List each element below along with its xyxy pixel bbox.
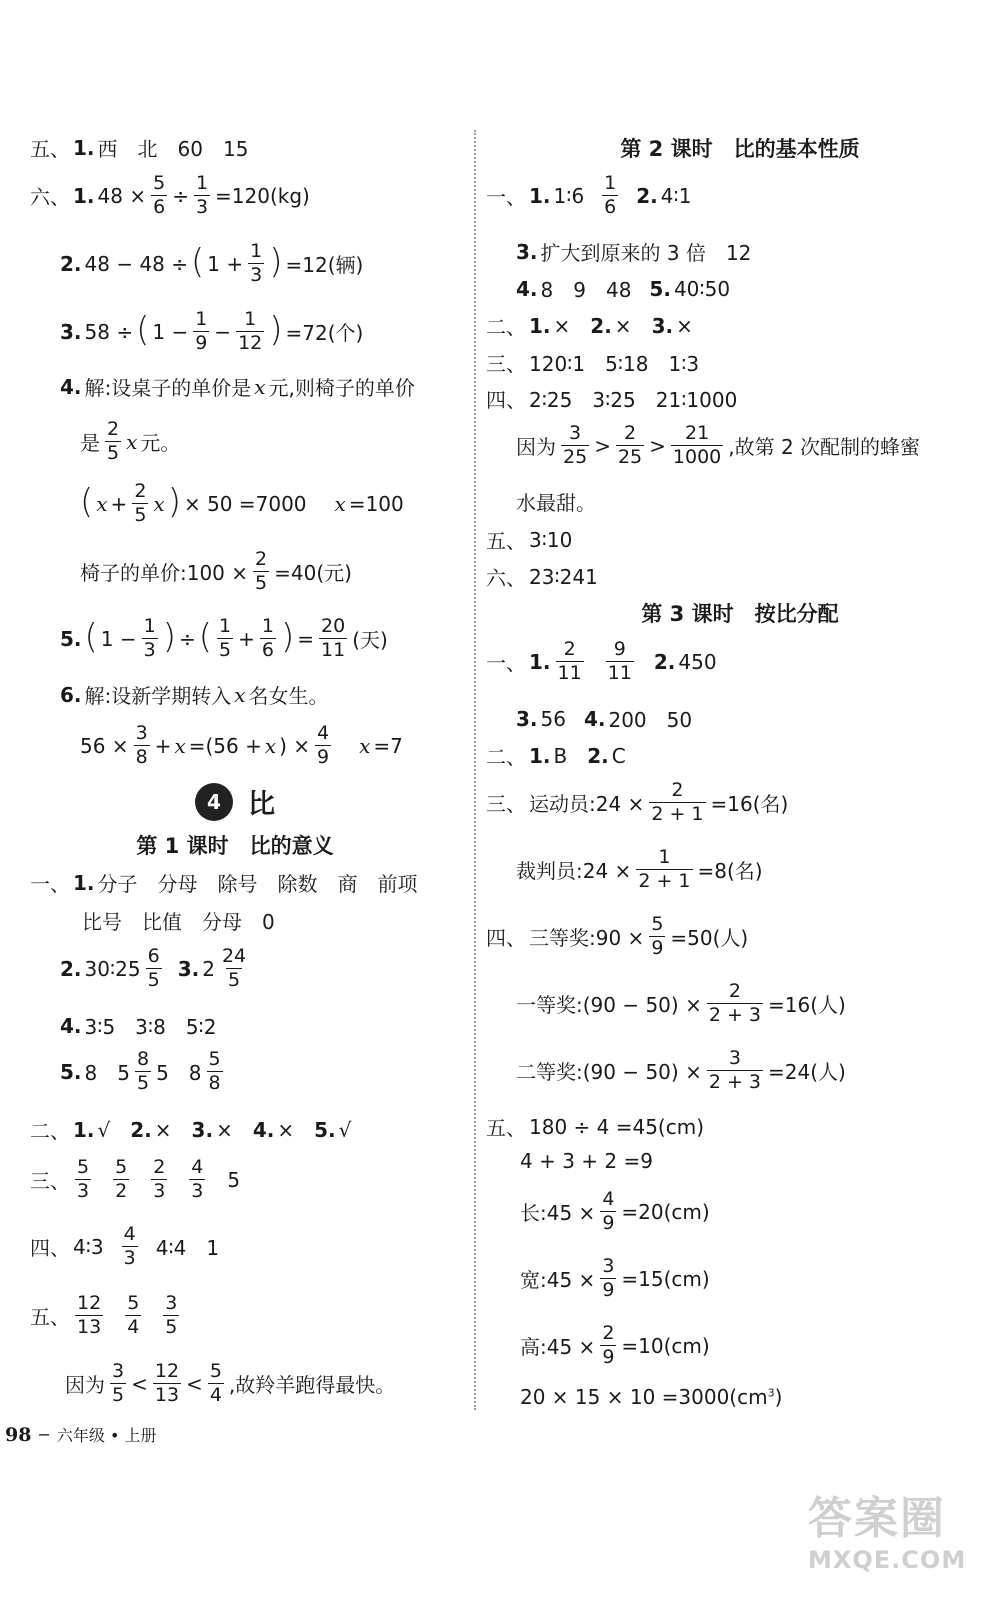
expr: 二等奖:(90 − 50) × — [516, 1060, 702, 1084]
fraction: $\frac{20}{11}$ — [321, 615, 346, 661]
answer-text: 水最甜。 — [516, 491, 596, 515]
lesson3-q3-q4 — [516, 704, 692, 733]
answer-text: B — [553, 743, 568, 768]
fraction: $\frac{2}{9}$ — [602, 1322, 615, 1368]
lesson3-volume — [520, 1385, 782, 1409]
operator: > — [594, 433, 611, 458]
section-label: 五、 — [30, 137, 70, 161]
question-number: 1. — [73, 870, 95, 895]
lesson1-q2-q3 — [60, 945, 250, 992]
section-label: 二、 — [486, 745, 526, 769]
answer-mark: √ — [338, 1117, 352, 1142]
operator: < — [186, 1371, 203, 1396]
answer-mark: × — [277, 1117, 295, 1142]
answer-mark: √ — [97, 1117, 111, 1142]
result: × 50 =7000 — [183, 491, 307, 516]
answer-text: 是 — [80, 431, 100, 455]
question-number: 1. — [73, 135, 95, 160]
answer-text: 2 — [202, 956, 215, 981]
unit-title: 比 — [248, 789, 275, 820]
answer-text: 西 北 60 15 — [97, 137, 249, 161]
expr: 1 − — [100, 626, 137, 651]
answer-text: 1∶6 — [553, 183, 585, 208]
question-number: 4. — [583, 706, 606, 731]
result: =10(cm) — [621, 1333, 710, 1358]
answer-text: C — [611, 743, 626, 768]
answer-text: 扩大到原来的 3 倍 12 — [540, 241, 752, 265]
fraction: $\frac{3}{2 + 3}$ — [708, 1047, 762, 1093]
lesson3-section5-sum — [520, 1149, 653, 1173]
expr: 48 − 48 ÷ — [84, 251, 189, 276]
lesson3-section5 — [486, 1112, 704, 1141]
fraction: $\frac{2}{25}$ — [617, 422, 643, 468]
section-label: 四、 — [30, 1236, 70, 1260]
expr: 运动员:24 × — [529, 792, 645, 816]
result: (天) — [352, 628, 388, 652]
variable: x — [96, 491, 108, 516]
operator: + — [154, 733, 172, 758]
fraction: $\frac{2}{3}$ — [153, 1156, 166, 1202]
fraction: $\frac{2}{11}$ — [557, 638, 582, 684]
lesson2-section4-reason-line2 — [516, 487, 596, 516]
answer-text: 名女生。 — [248, 684, 329, 708]
expr: =(56 + — [188, 733, 262, 758]
section-label: 二、 — [30, 1119, 70, 1143]
lesson3-section3 — [486, 779, 788, 826]
lesson1-title: 第 1 课时 比的意义 — [136, 834, 334, 858]
answer-text: 30∶25 — [84, 956, 141, 981]
section6-q1 — [30, 172, 310, 219]
page-number: 98 — [5, 1423, 32, 1446]
lesson3-section4 — [486, 913, 748, 960]
answer-text: 2∶25 3∶25 21∶1000 — [529, 388, 738, 412]
section-label: 一、 — [486, 185, 526, 209]
answer-text: 因为 — [516, 435, 556, 459]
answer-text: 8 5 — [84, 1061, 130, 1085]
fraction: $\frac{3}{5}$ — [165, 1292, 178, 1338]
question-number: 2. — [587, 743, 609, 768]
question-number: 3. — [177, 956, 200, 981]
expr: 48 × — [97, 183, 147, 208]
lesson2-section6 — [486, 562, 598, 591]
answer-text: 56 — [540, 706, 566, 731]
answer-mark: × — [614, 313, 632, 338]
lesson3-width — [520, 1255, 710, 1302]
fraction: $\frac{3}{9}$ — [602, 1255, 615, 1301]
fraction: $\frac{3}{25}$ — [563, 422, 588, 468]
fraction: $\frac{24}{5}$ — [221, 945, 247, 991]
question-number: 2. — [636, 183, 658, 208]
lesson3-section2 — [486, 741, 626, 770]
grade-label: 六年级 • 上册 — [56, 1426, 157, 1445]
section6-q6-equation — [80, 722, 403, 769]
expr: 椅子的单价:100 × — [80, 561, 249, 585]
answer-text: ) — [774, 1385, 783, 1409]
operator: < — [131, 1371, 148, 1396]
footer-dash: − — [37, 1425, 51, 1444]
variable: x — [264, 733, 277, 758]
section-label: 五、 — [486, 1116, 526, 1140]
question-number: 5. — [60, 626, 82, 651]
answer-text: 120∶1 5∶18 1∶3 — [529, 352, 700, 376]
answer-text: ,故羚羊跑得最快。 — [228, 1373, 396, 1397]
expr: 宽:45 × — [520, 1268, 596, 1292]
question-number: 4. — [60, 374, 82, 399]
fraction: $\frac{2}{2 + 1}$ — [651, 779, 704, 825]
answer-text: 3∶10 — [529, 527, 573, 552]
lesson1-q1 — [30, 868, 418, 897]
question-number: 5. — [649, 276, 671, 301]
lesson1-q1-line2 — [82, 906, 275, 935]
lesson1-section5-reason — [65, 1360, 395, 1407]
result: =8(名) — [697, 859, 763, 883]
watermark-url: MXQE.COM — [808, 1546, 967, 1574]
fraction: $\frac{5}{9}$ — [651, 913, 664, 959]
lesson2-title: 第 2 课时 比的基本性质 — [620, 137, 860, 161]
section6-q3: 3. 58 ÷ ( 1 − $\frac{1}{9}$ − $\frac{1}{12}$ ) =72(个) — [60, 308, 364, 354]
lesson2-section3 — [486, 348, 699, 377]
lesson3-q1-q2 — [486, 638, 717, 685]
answer-text: 450 — [678, 649, 717, 674]
answer-text: 4∶3 — [73, 1234, 104, 1259]
fraction: $\frac{5}{4}$ — [209, 1360, 222, 1406]
expr: 长:45 × — [520, 1201, 596, 1225]
variable: x — [234, 682, 246, 707]
operator: − — [214, 319, 232, 344]
operator: + — [238, 626, 255, 651]
answer-text: 200 50 — [608, 708, 693, 732]
result: =100 — [348, 491, 404, 516]
unit-number-badge: 4 — [195, 783, 233, 821]
answer-text: 解:设新学期转入 — [84, 684, 232, 708]
fraction: $\frac{6}{5}$ — [147, 945, 160, 991]
watermark-logo-text: 答案圈 — [808, 1493, 946, 1544]
column-divider — [474, 130, 476, 1410]
question-number: 5. — [60, 1059, 82, 1084]
fraction: $\frac{1}{9}$ — [195, 308, 208, 354]
fraction: $\frac{2}{2 + 3}$ — [708, 980, 762, 1026]
expr: 一等奖:(90 − 50) × — [516, 993, 702, 1017]
section-label: 四、 — [486, 926, 526, 950]
section-label: 一、 — [486, 651, 526, 675]
result: =40(元) — [274, 561, 352, 585]
operator: + — [110, 491, 128, 516]
fraction: $\frac{5}{6}$ — [153, 172, 166, 218]
expr: 高:45 × — [520, 1335, 596, 1359]
fraction: $\frac{1}{12}$ — [238, 308, 263, 354]
lesson1-section5 — [30, 1292, 181, 1339]
lesson2-section2: 二、 1. × 2. × 3. × — [486, 311, 693, 340]
question-number: 2. — [653, 649, 676, 674]
fraction: $\frac{4}{3}$ — [191, 1156, 204, 1202]
section6-q2: 2. 48 − 48 ÷ ( 1 + $\frac{1}{3}$ ) =12(辆) — [60, 240, 364, 286]
section6-q4-line2 — [80, 418, 180, 465]
result: =12(辆) — [285, 253, 364, 277]
question-number: 4. — [516, 276, 538, 301]
operator: > — [649, 433, 666, 458]
answer-text: 元。 — [140, 431, 181, 455]
exponent: 3 — [767, 1386, 775, 1400]
result: =16(名) — [710, 792, 789, 816]
result: =20(cm) — [621, 1199, 710, 1224]
fraction: $\frac{5}{3}$ — [77, 1156, 90, 1202]
variable: x — [254, 374, 266, 399]
variable: x — [174, 733, 186, 758]
lesson1-section3 — [30, 1156, 240, 1203]
lesson2-q3 — [516, 237, 751, 266]
fraction: $\frac{4}{3}$ — [123, 1223, 136, 1269]
fraction: $\frac{1}{6}$ — [604, 172, 617, 218]
fraction: $\frac{3}{5}$ — [112, 1360, 125, 1406]
question-number: 3. — [60, 319, 82, 344]
fraction: $\frac{2}{5}$ — [107, 418, 120, 464]
lesson1-q4 — [60, 1011, 216, 1040]
section-label: 三、 — [486, 352, 526, 376]
answer-text: 5 — [227, 1167, 241, 1192]
answer-text: 因为 — [65, 1373, 105, 1397]
lesson2-section4 — [486, 384, 737, 413]
answer-text: 8 9 48 — [540, 278, 632, 302]
lesson3-section4-line2 — [516, 980, 846, 1027]
variable: x — [126, 429, 138, 454]
answer-text: 40∶50 — [673, 276, 731, 301]
lesson3-length — [520, 1188, 710, 1235]
expr: 56 × — [80, 733, 129, 758]
fraction: $\frac{21}{1000}$ — [672, 422, 722, 468]
fraction: $\frac{1}{3}$ — [250, 240, 263, 286]
lesson2-q1-q2 — [486, 172, 691, 219]
answer-text: ,故第 2 次配制的蜂蜜 — [728, 435, 921, 459]
section6-q4-answer — [80, 548, 352, 595]
answer-text: 4∶1 — [660, 183, 692, 208]
section-label: 六、 — [30, 185, 70, 209]
answer-text: 解:设桌子的单价是 — [84, 376, 252, 400]
fraction: $\frac{12}{13}$ — [154, 1360, 180, 1406]
fraction: $\frac{3}{8}$ — [135, 722, 148, 768]
fraction: $\frac{5}{2}$ — [115, 1156, 128, 1202]
fraction: $\frac{1}{3}$ — [143, 615, 156, 661]
result: =24(人) — [768, 1060, 846, 1084]
answer-text: 分子 分母 除号 除数 商 前项 — [97, 872, 418, 896]
answer-text: 4 + 3 + 2 =9 — [520, 1149, 653, 1173]
lesson2-q4-q5 — [516, 274, 730, 303]
expr: 58 ÷ — [84, 319, 134, 344]
variable: x — [359, 733, 371, 758]
answer-mark: × — [216, 1117, 233, 1142]
section-label: 五、 — [486, 529, 526, 553]
variable: x — [153, 491, 165, 516]
question-number: 2. — [60, 956, 82, 981]
section5-q1 — [30, 133, 248, 162]
watermark — [808, 1482, 988, 1582]
variable: x — [334, 491, 346, 516]
question-number: 4. — [60, 1013, 82, 1038]
section-label: 二、 — [486, 315, 526, 339]
page-footer — [5, 1423, 156, 1446]
answer-text: 20 × 15 × 10 =3000(cm — [520, 1385, 768, 1409]
operator: ÷ — [178, 626, 196, 651]
lesson1-section4 — [30, 1223, 219, 1270]
answer-text: 5 8 — [156, 1061, 202, 1085]
question-number: 1. — [529, 649, 551, 674]
result: =72(个) — [285, 321, 364, 345]
answer-mark: × — [676, 313, 693, 338]
result: =7 — [373, 733, 403, 758]
question-number: 1. — [73, 183, 95, 208]
section6-q5: 5. ( 1 − $\frac{1}{3}$ ) ÷ ( $\frac{1}{5}$ + $\frac{1}{6}$ ) = $\frac{20}{11}$ (天) — [60, 615, 388, 661]
section-label: 六、 — [486, 566, 526, 590]
result: =15(cm) — [621, 1266, 710, 1291]
fraction: $\frac{1}{6}$ — [261, 615, 274, 661]
section-label: 三、 — [486, 792, 526, 816]
answer-text: 180 ÷ 4 =45(cm) — [529, 1114, 705, 1139]
section-label: 一、 — [30, 872, 70, 896]
fraction: $\frac{1}{3}$ — [195, 172, 209, 218]
fraction: $\frac{9}{11}$ — [607, 638, 632, 684]
question-number: 3. — [516, 706, 538, 731]
answer-text: 比号 比值 分母 0 — [82, 910, 275, 934]
answer-text: 3∶5 3∶8 5∶2 — [84, 1015, 217, 1039]
expr: 三等奖:90 × — [529, 926, 645, 950]
fraction: $\frac{12}{13}$ — [77, 1292, 102, 1338]
question-number: 1. — [529, 183, 551, 208]
lesson3-section4-line3 — [516, 1047, 846, 1094]
question-number: 2. — [60, 251, 82, 276]
operator: ÷ — [172, 183, 189, 208]
section-label: 五、 — [30, 1305, 70, 1329]
unit-heading — [0, 782, 470, 821]
answer-text: 4∶4 1 — [155, 1236, 220, 1260]
section6-q6 — [60, 680, 329, 709]
question-number: 1. — [529, 743, 551, 768]
answer-text: 23∶241 — [529, 564, 598, 589]
fraction: $\frac{4}{9}$ — [317, 722, 330, 768]
fraction: $\frac{8}{5}$ — [136, 1048, 150, 1094]
expr: 1 + — [207, 251, 244, 276]
operator: = — [297, 626, 314, 651]
expr: 裁判员:24 × — [516, 859, 632, 883]
fraction: $\frac{2}{5}$ — [134, 480, 147, 526]
fraction: $\frac{1}{5}$ — [219, 615, 232, 661]
fraction: $\frac{1}{2 + 1}$ — [638, 846, 691, 892]
lesson3-height — [520, 1322, 710, 1369]
question-number: 6. — [60, 682, 82, 707]
fraction: $\frac{5}{8}$ — [208, 1048, 221, 1094]
lesson1-section2: 二、 1. √ 2. × 3. × 4. × 5. √ — [30, 1115, 351, 1144]
lesson3-title: 第 3 课时 按比分配 — [641, 602, 839, 626]
answer-mark: × — [553, 313, 571, 338]
question-number: 3. — [516, 239, 538, 264]
fraction: $\frac{4}{9}$ — [602, 1188, 615, 1234]
fraction: $\frac{5}{4}$ — [127, 1292, 140, 1338]
lesson1-q5 — [60, 1048, 225, 1095]
section-label: 三、 — [30, 1169, 70, 1193]
lesson2-section5 — [486, 525, 572, 554]
answer-text: 元,则椅子的单价 — [268, 376, 415, 400]
expr: 1 − — [152, 319, 189, 344]
lesson3-section3-line2 — [516, 846, 763, 893]
section6-q4 — [60, 372, 415, 401]
answer-mark: × — [154, 1117, 172, 1142]
section6-q4-equation: ( x + $\frac{2}{5}$ x ) × 50 =7000 x =100 — [80, 480, 404, 526]
result: =16(人) — [768, 993, 846, 1017]
fraction: $\frac{2}{5}$ — [255, 548, 268, 594]
section-label: 四、 — [486, 388, 526, 412]
result: =50(人) — [670, 926, 749, 950]
lesson2-section4-reason — [516, 422, 920, 469]
result: =120(kg) — [215, 183, 310, 208]
expr: ) × — [279, 733, 311, 758]
